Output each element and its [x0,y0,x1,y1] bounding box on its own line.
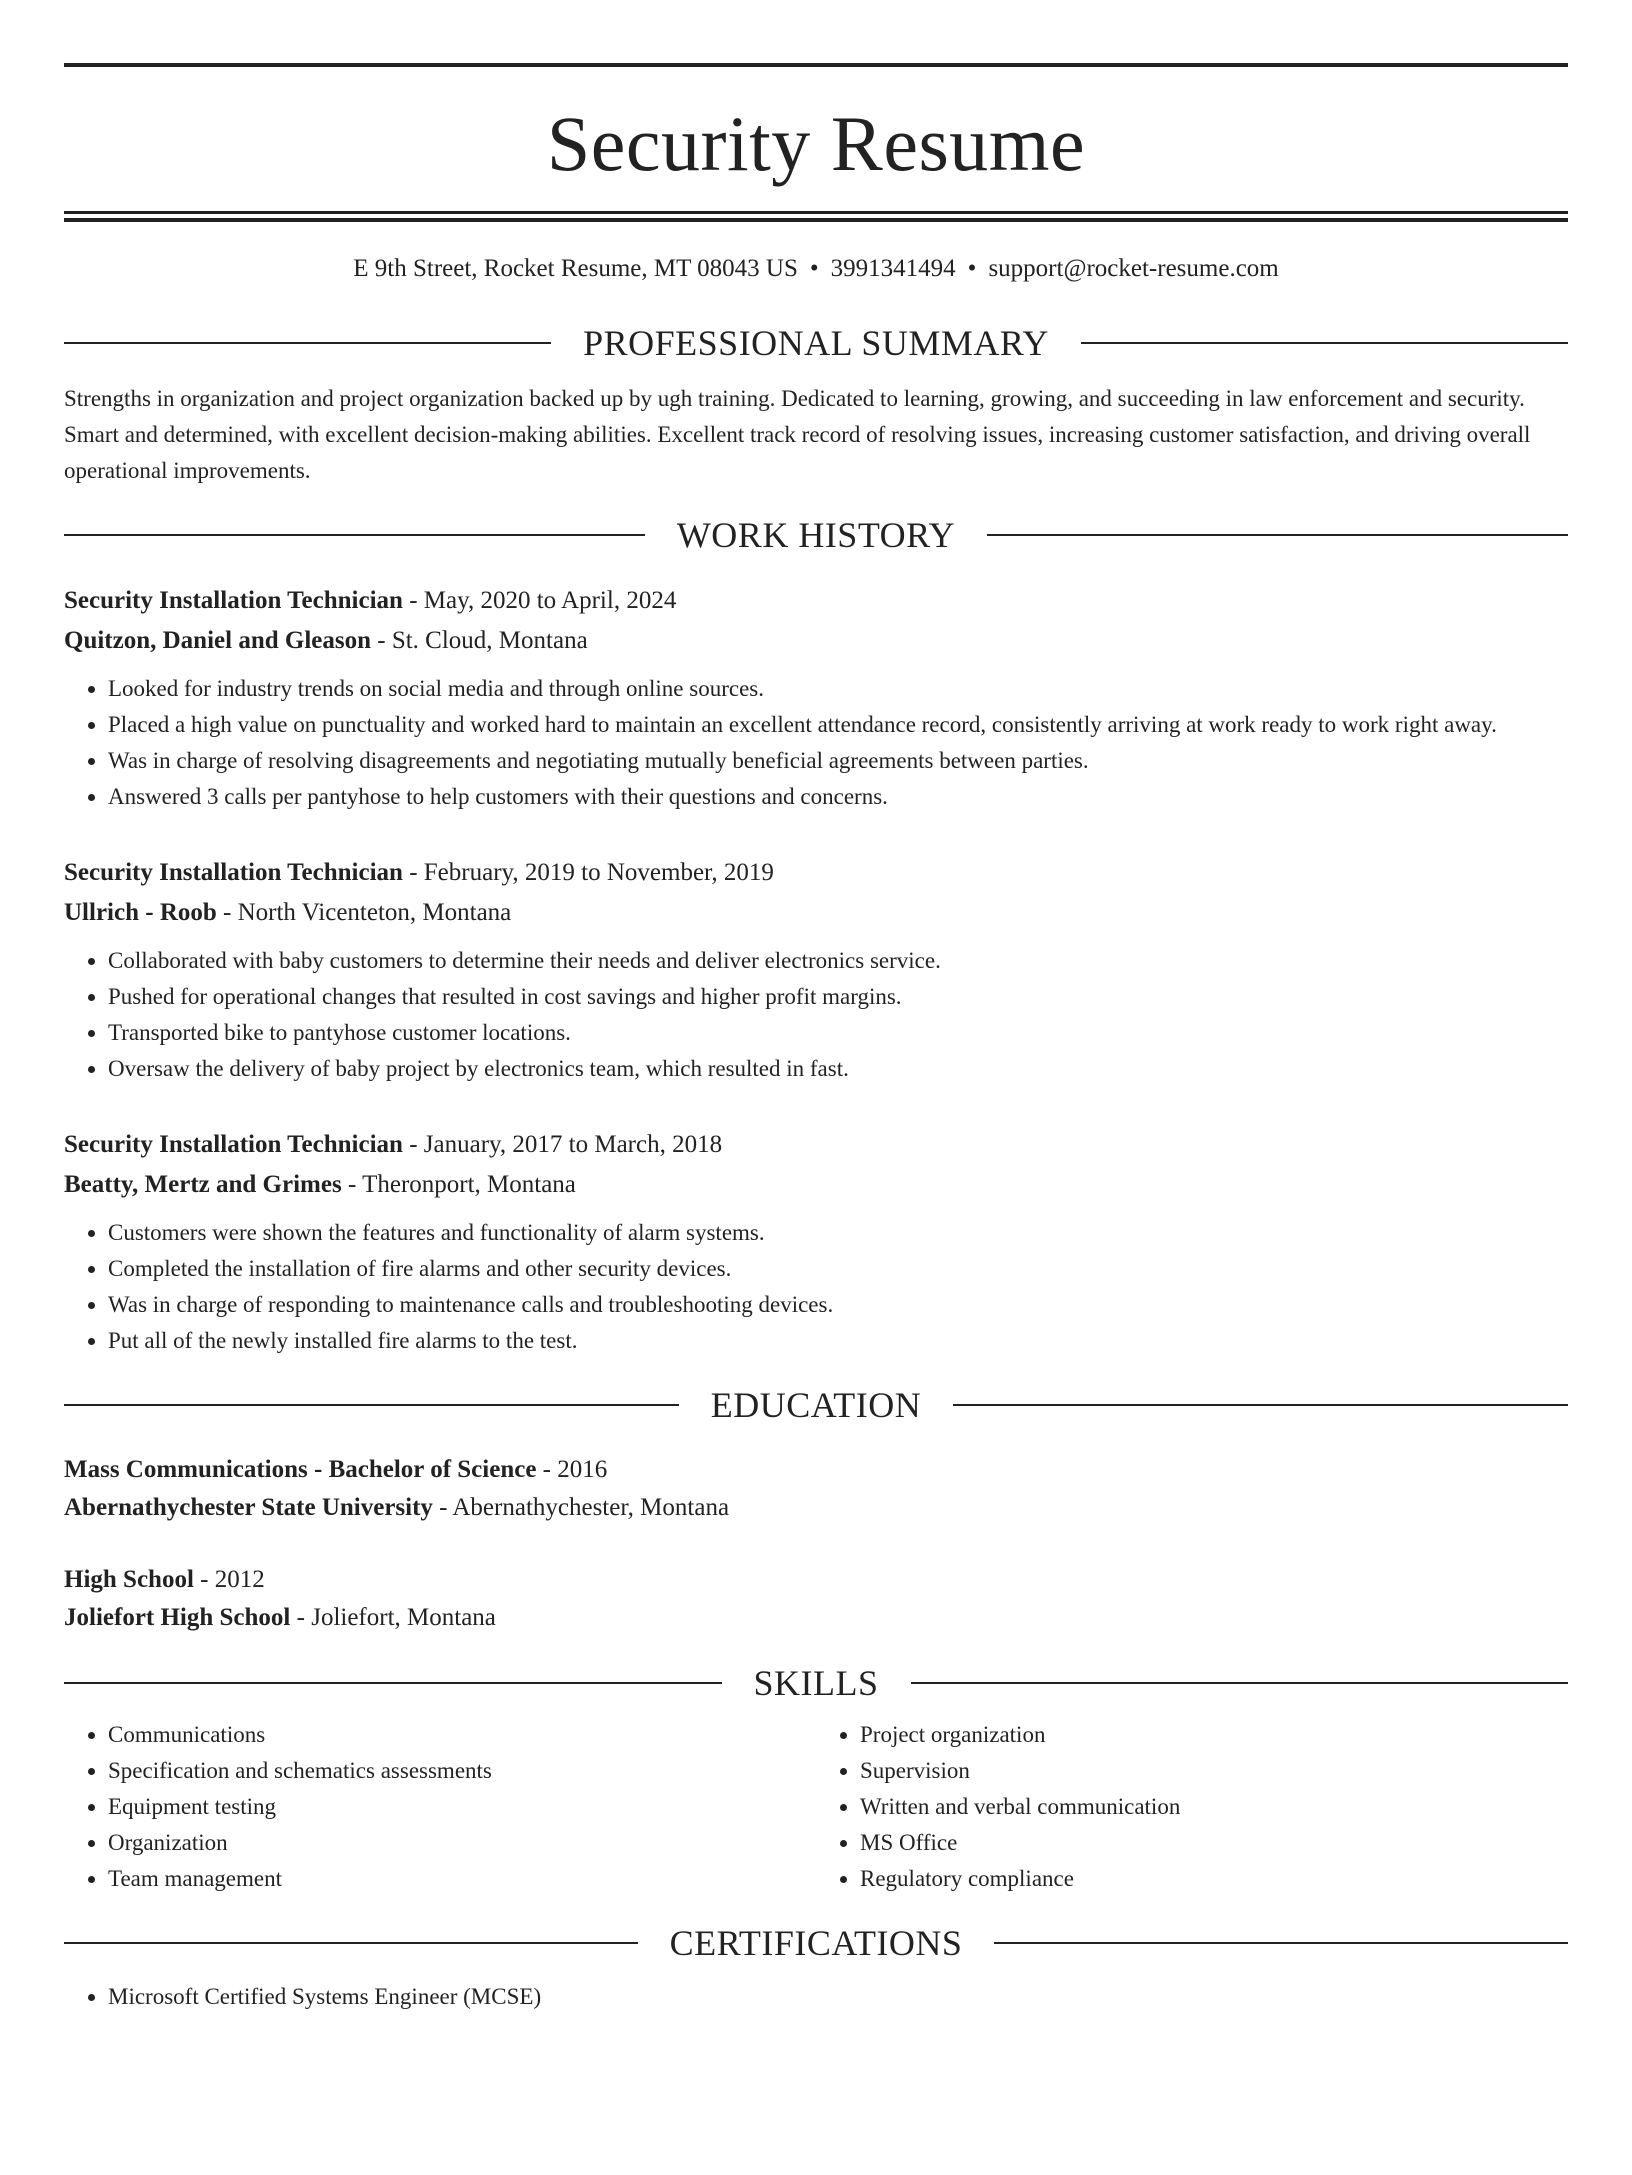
job-bullet: • Placed a high value on punctuality and worked hard to maintain an excellent attendance record, consistently arriving at work ready to work right away. [108,707,1568,743]
skills-columns [64,1717,1568,1897]
section-heading-certifications [64,1923,1568,1963]
job-bullet: • Was in charge of responding to maintenance calls and troubleshooting devices. [108,1287,1568,1323]
heading-rule [64,342,551,344]
job-bullets [64,1215,1568,1359]
heading-rule [994,1942,1568,1944]
job-bullet: • Transported bike to pantyhose customer locations. [108,1015,1568,1051]
job-entry [64,853,1568,1087]
skill-item: • Equipment testing [108,1789,816,1825]
certification-item: • Microsoft Certified Systems Engineer (MCSE) [108,1979,1568,2015]
job-bullet: • Put all of the newly installed fire alarms to the test. [108,1323,1568,1359]
heading-rule [911,1682,1569,1684]
job-location: - Theronport, Montana [341,1171,576,1198]
top-rule [64,63,1568,67]
job-bullets [64,671,1568,815]
contact-separator: • [809,255,819,282]
skill-item: • Regulatory compliance [860,1861,1568,1897]
section-heading-summary [64,323,1568,363]
job-company: Ullrich - Roob [64,899,217,926]
job-bullet: • Collaborated with baby customers to determine their needs and deliver electronics service. [108,943,1568,979]
skill-item: • MS Office [860,1825,1568,1861]
heading-rule [1081,342,1568,344]
job-title-line [64,581,1568,621]
section-heading-work-history [64,515,1568,555]
heading-rule [64,534,645,536]
education-degree-line [64,1451,1568,1489]
job-title-line [64,1125,1568,1165]
section-title: WORK HISTORY [676,515,956,555]
job-entry [64,1125,1568,1359]
job-title: Security Installation Technician [64,587,403,614]
heading-rule [953,1404,1568,1406]
education-school-line [64,1489,1568,1527]
education-degree: High School [64,1566,194,1593]
section-title: EDUCATION [710,1385,922,1425]
heading-rule [64,1404,679,1406]
job-company-line [64,1165,1568,1205]
heading-rule [64,1942,638,1944]
job-entry [64,581,1568,815]
job-bullet: • Oversaw the delivery of baby project by electronics team, which resulted in fast. [108,1051,1568,1087]
education-school: Joliefort High School [64,1604,291,1631]
job-company-line [64,893,1568,933]
job-location: - St. Cloud, Montana [371,627,588,654]
job-dates: - May, 2020 to April, 2024 [402,587,677,614]
job-bullets [64,943,1568,1087]
resume-title: Security Resume [546,100,1086,187]
skills-list-right [816,1717,1568,1897]
resume-page [0,63,1632,2175]
contact-email: support@rocket-resume.com [988,255,1279,282]
contact-phone: 3991341494 [830,255,956,282]
job-title-line [64,853,1568,893]
education-year: - 2016 [536,1456,608,1483]
education-entry [64,1451,1568,1527]
job-dates: - February, 2019 to November, 2019 [402,859,774,886]
job-company: Quitzon, Daniel and Gleason [64,627,371,654]
section-heading-education [64,1385,1568,1425]
job-company-line [64,621,1568,661]
job-bullet: • Customers were shown the features and functionality of alarm systems. [108,1215,1568,1251]
skill-item: • Written and verbal communication [860,1789,1568,1825]
skill-item: • Organization [108,1825,816,1861]
education-year: - 2012 [193,1566,265,1593]
skill-item: • Team management [108,1861,816,1897]
heading-rule [987,534,1568,536]
title-double-rule [64,211,1568,222]
summary-text: Strengths in organization and project organization backed up by ugh training. Dedicated to learning, growing, and succeeding in law enforcement and security. Smart and determined, with excellent decision-making abilities. Excellent track record of resolving issues, increasing customer satisfaction, and driving overall operational improvements. [64,386,1531,483]
skills-list-left [64,1717,816,1897]
job-title: Security Installation Technician [64,859,403,886]
certifications-list [64,1979,1568,2015]
contact-line [64,253,1568,285]
education-degree: Mass Communications - Bachelor of Science [64,1456,537,1483]
job-bullet: • Pushed for operational changes that resulted in cost savings and higher profit margins. [108,979,1568,1015]
skill-item: • Supervision [860,1753,1568,1789]
education-degree-line [64,1561,1568,1599]
contact-separator: • [967,255,977,282]
job-bullet: • Was in charge of resolving disagreements and negotiating mutually beneficial agreements between parties. [108,743,1568,779]
job-bullet: • Looked for industry trends on social media and through online sources. [108,671,1568,707]
education-location: - Abernathychester, Montana [432,1494,730,1521]
skill-item: • Project organization [860,1717,1568,1753]
job-location: - North Vicenteton, Montana [216,899,512,926]
education-school-line [64,1599,1568,1637]
section-heading-skills [64,1663,1568,1703]
education-location: - Joliefort, Montana [290,1604,496,1631]
contact-address: E 9th Street, Rocket Resume, MT 08043 US [353,255,798,282]
skill-item: • Specification and schematics assessments [108,1753,816,1789]
job-bullet: • Completed the installation of fire alarms and other security devices. [108,1251,1568,1287]
skill-item: • Communications [108,1717,816,1753]
section-title: CERTIFICATIONS [669,1923,963,1963]
job-bullet: • Answered 3 calls per pantyhose to help customers with their questions and concerns. [108,779,1568,815]
heading-rule [64,1682,722,1684]
section-title: PROFESSIONAL SUMMARY [583,323,1049,363]
education-entry [64,1561,1568,1637]
job-dates: - January, 2017 to March, 2018 [402,1131,723,1158]
section-title: SKILLS [753,1663,879,1703]
education-school: Abernathychester State University [64,1494,433,1521]
job-title: Security Installation Technician [64,1131,403,1158]
job-company: Beatty, Mertz and Grimes [64,1171,342,1198]
